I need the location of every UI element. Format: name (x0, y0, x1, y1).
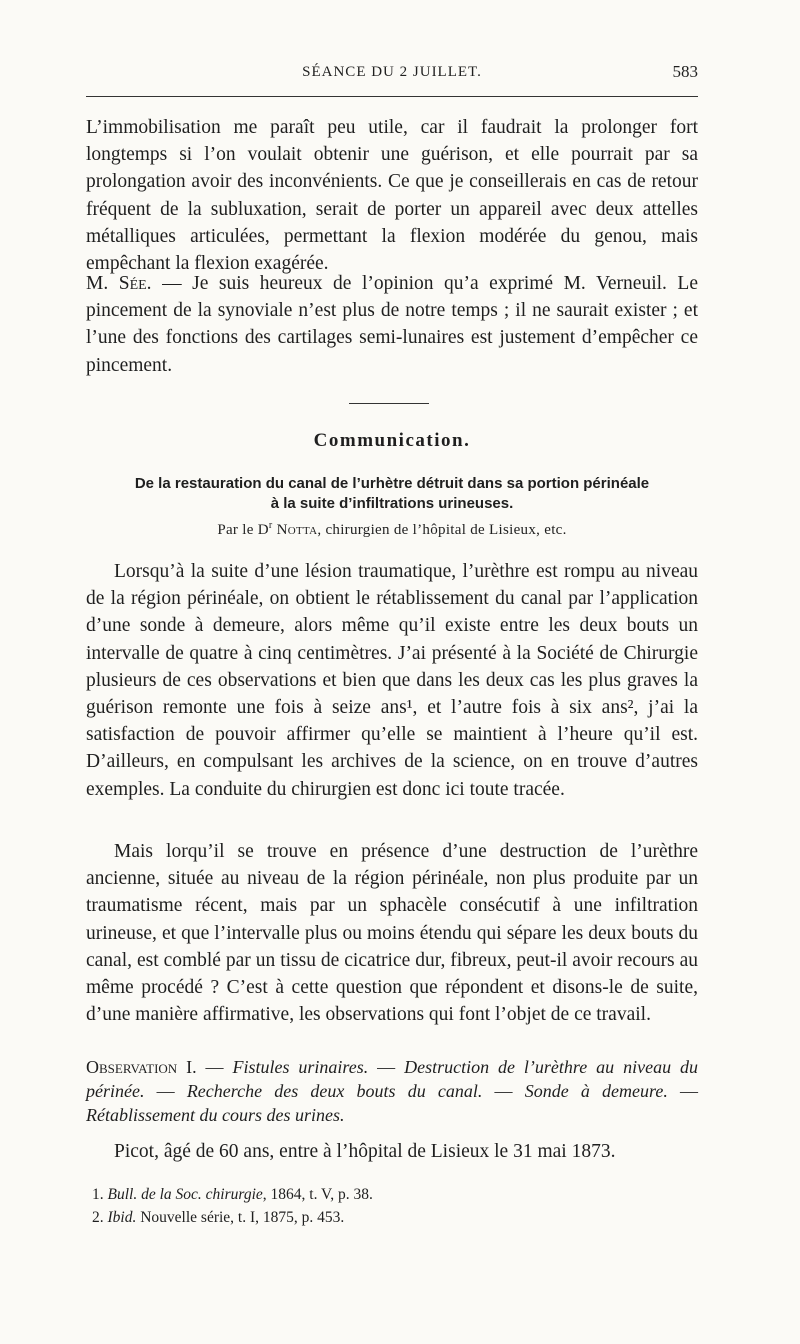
footnote (92, 1183, 704, 1206)
paragraph-traumatic-lesion (86, 558, 698, 803)
observation-item: Fistules urinaires. (232, 1057, 369, 1077)
byline-superscript: r (268, 520, 273, 531)
paragraph-text: — Je suis heureux de l’opinion qu’a exprimé M. Verneuil. Le pincement de la synoviale n’est plus de notre temps ; il ne saurait exister ; et l’une des fonctions des cartilages semi-lunaires est justement d’empêcher ce pincement. (86, 273, 698, 376)
footnote-number: 2. (92, 1209, 104, 1226)
paragraph-old-destruction (86, 838, 698, 1028)
paragraph-body (86, 270, 698, 379)
article-title (86, 474, 698, 514)
footnotes (86, 1183, 704, 1229)
footnote-number: 1. (92, 1186, 104, 1203)
observation-item: Destruction de l’urèthre au niveau du périnée. (86, 1057, 699, 1101)
observation-heading (86, 1055, 698, 1127)
running-head: SÉANCE DU 2 JUILLET. (302, 64, 482, 80)
section-heading: Communication. (313, 430, 471, 451)
paragraph-see-response (86, 270, 698, 379)
dash: — (667, 1081, 699, 1101)
byline (86, 520, 698, 539)
paragraph-immobilisation (86, 114, 698, 277)
header-rule (86, 96, 698, 97)
article-title-line-1: De la restauration du canal de l’urhètre détruit dans sa portion périnéale (134, 475, 650, 492)
observation-label: Observation I. (86, 1057, 197, 1077)
dash: — (368, 1057, 405, 1077)
footnote-rest: Nouvelle série, t. I, 1875, p. 453. (136, 1209, 345, 1226)
article-title-line-2: à la suite d’infiltrations urineuses. (270, 495, 514, 512)
author-name: Notta (272, 522, 318, 538)
footnote (92, 1206, 704, 1229)
dash: — (196, 1057, 233, 1077)
section-separator (349, 403, 429, 404)
paragraph-text: Lorsqu’à la suite d’une lésion traumatique, l’urèthre est rompu au niveau de la région périnéale, on obtient le rétablissement du canal par l’application d’une sonde à demeure, alors même qu’il existe entre les deux bouts un intervalle de quatre à cinq centimètres. J’ai présenté à la Société de Chirurgie plusieurs de ces observations et bien que dans les deux cas les plus graves la guérison remonte une fois à seize ans¹, et l’autre fois à six ans², j’ai la satisfaction de pouvoir affirmer qu’elle se maintient à l’heure qu’il est. D’ailleurs, en compulsant les archives de la science, on en trouve d’autres exemples. La conduite du chirurgien est donc ici toute tracée. (86, 561, 698, 800)
footnote-source: Bull. de la Soc. chirurgie (107, 1186, 263, 1203)
dash: — (482, 1081, 525, 1101)
speaker-name: M. Sée. (86, 273, 152, 294)
paragraph-text: Mais lorqu’il se trouve en présence d’une destruction de l’urèthre ancienne, située au niveau de la région périnéale, non plus produite par un traumatisme récent, mais par un sphacèle consécutif à une infiltration urineuse, et que l’intervalle plus ou moins étendu qui sépare les deux bouts du canal, est comblé par un tissu de cicatrice dur, fibreux, peut-il avoir recours au même procédé ? C’est à cette question que répondent et disons-le de suite, d’une manière affirmative, les observations qui font l’objet de ce travail. (86, 841, 698, 1026)
byline-prefix: Par le D (217, 522, 269, 538)
paragraph-text: L’immobilisation me paraît peu utile, car il faudrait la prolonger fort longtemps si l’on voulait obtenir une guérison, et elle pourrait par sa prolongation avoir des inconvénients. Ce que je conseillerais en cas de retour fréquent de la subluxation, serait de porter un appareil avec deux attelles métalliques articulées, permettant la flexion modérée du genou, mais empêchant la flexion exagérée. (86, 117, 698, 275)
page-number: 583 (672, 62, 698, 81)
footnote-source: Ibid. (107, 1209, 137, 1226)
case-intro: Picot, âgé de 60 ans, entre à l’hôpital de Lisieux le 31 mai 1873. (114, 1141, 616, 1162)
dash: — (144, 1081, 187, 1101)
page-header (86, 62, 698, 86)
observation-item: Rétablissement du cours des urines. (86, 1105, 345, 1125)
footnote-rest: , 1864, t. V, p. 38. (262, 1186, 373, 1203)
observation-item: Sonde à demeure. (524, 1081, 668, 1101)
observation-item: Recherche des deux bouts du canal. (186, 1081, 483, 1101)
byline-suffix: , chirurgien de l’hôpital de Lisieux, etc. (317, 522, 567, 538)
